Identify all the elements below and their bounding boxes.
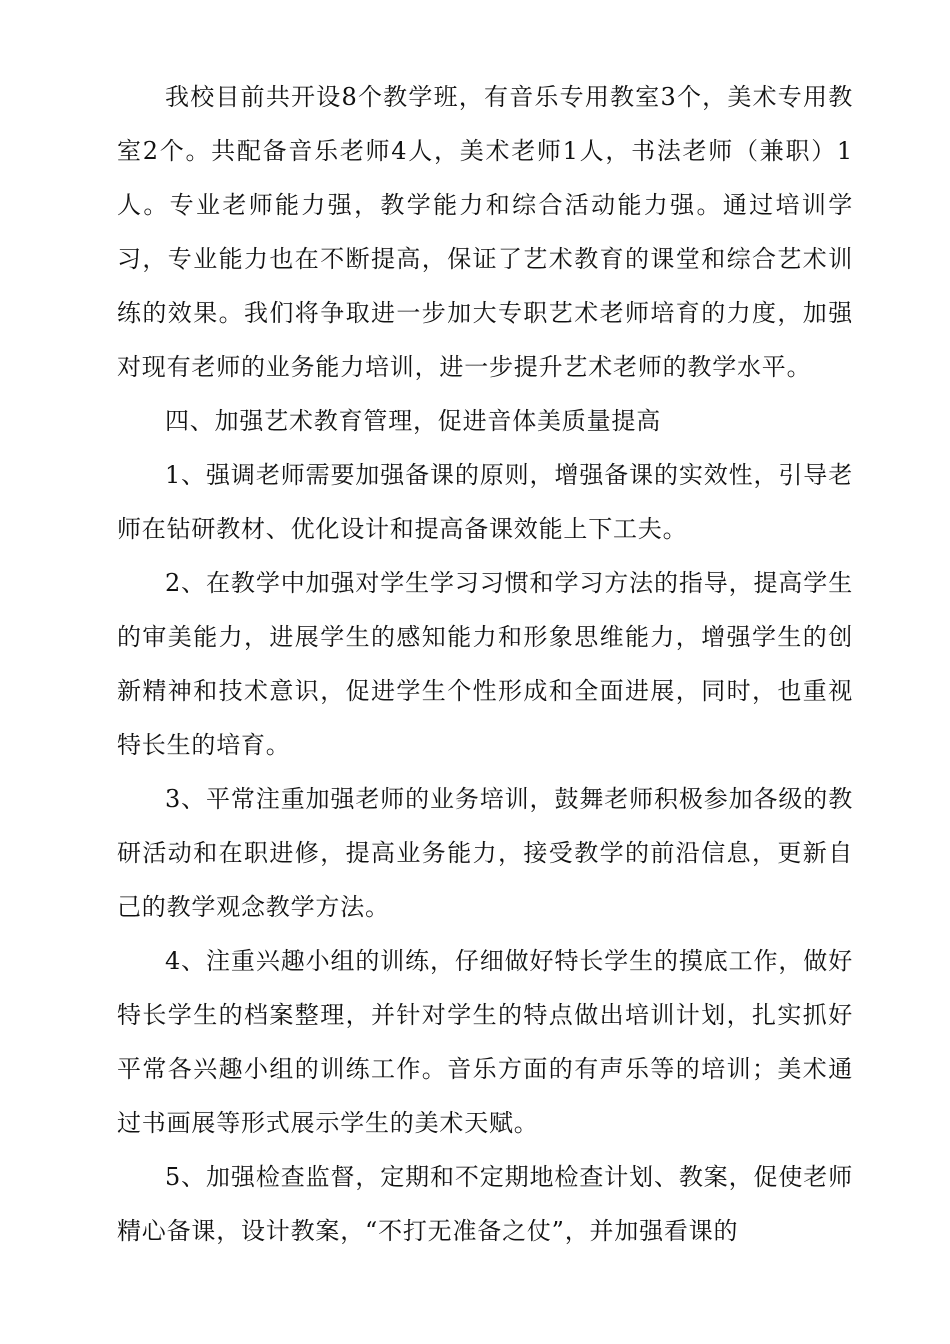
list-item-5: 5、加强检查监督，定期和不定期地检查计划、教案，促使老师精心备课，设计教案，“不打无准备之仗”，并加强看课的 bbox=[117, 1163, 853, 1245]
list-item-3: 3、平常注重加强老师的业务培训，鼓舞老师积极参加各级的教研活动和在职进修，提高业务能力，接受教学的前沿信息，更新自己的教学观念教学方法。 bbox=[117, 785, 853, 921]
section-heading-four: 四、加强艺术教育管理，促进音体美质量提高 bbox=[165, 407, 661, 435]
list-item-2: 2、在教学中加强对学生学习习惯和学习方法的指导，提高学生的审美能力，进展学生的感知能力和形象思维能力，增强学生的创新精神和技术意识，促进学生个性形成和全面进展，同时，也重视特长生的培育。 bbox=[117, 569, 853, 759]
document-body bbox=[117, 70, 853, 1258]
list-item-4: 4、注重兴趣小组的训练，仔细做好特长学生的摸底工作，做好特长学生的档案整理，并针对学生的特点做出培训计划，扎实抓好平常各兴趣小组的训练工作。音乐方面的有声乐等的培训；美术通过书画展等形式展示学生的美术天赋。 bbox=[117, 947, 853, 1137]
paragraph-teachers-overview: 我校目前共开设8个教学班，有音乐专用教室3个，美术专用教室2个。共配备音乐老师4人，美术老师1人，书法老师（兼职）1人。专业老师能力强，教学能力和综合活动能力强。通过培训学习，专业能力也在不断提高，保证了艺术教育的课堂和综合艺术训练的效果。我们将争取进一步加大专职艺术老师培育的力度，加强对现有老师的业务能力培训，进一步提升艺术老师的教学水平。 bbox=[117, 83, 853, 381]
list-item-1: 1、强调老师需要加强备课的原则，增强备课的实效性，引导老师在钻研教材、优化设计和提高备课效能上下工夫。 bbox=[117, 461, 853, 543]
